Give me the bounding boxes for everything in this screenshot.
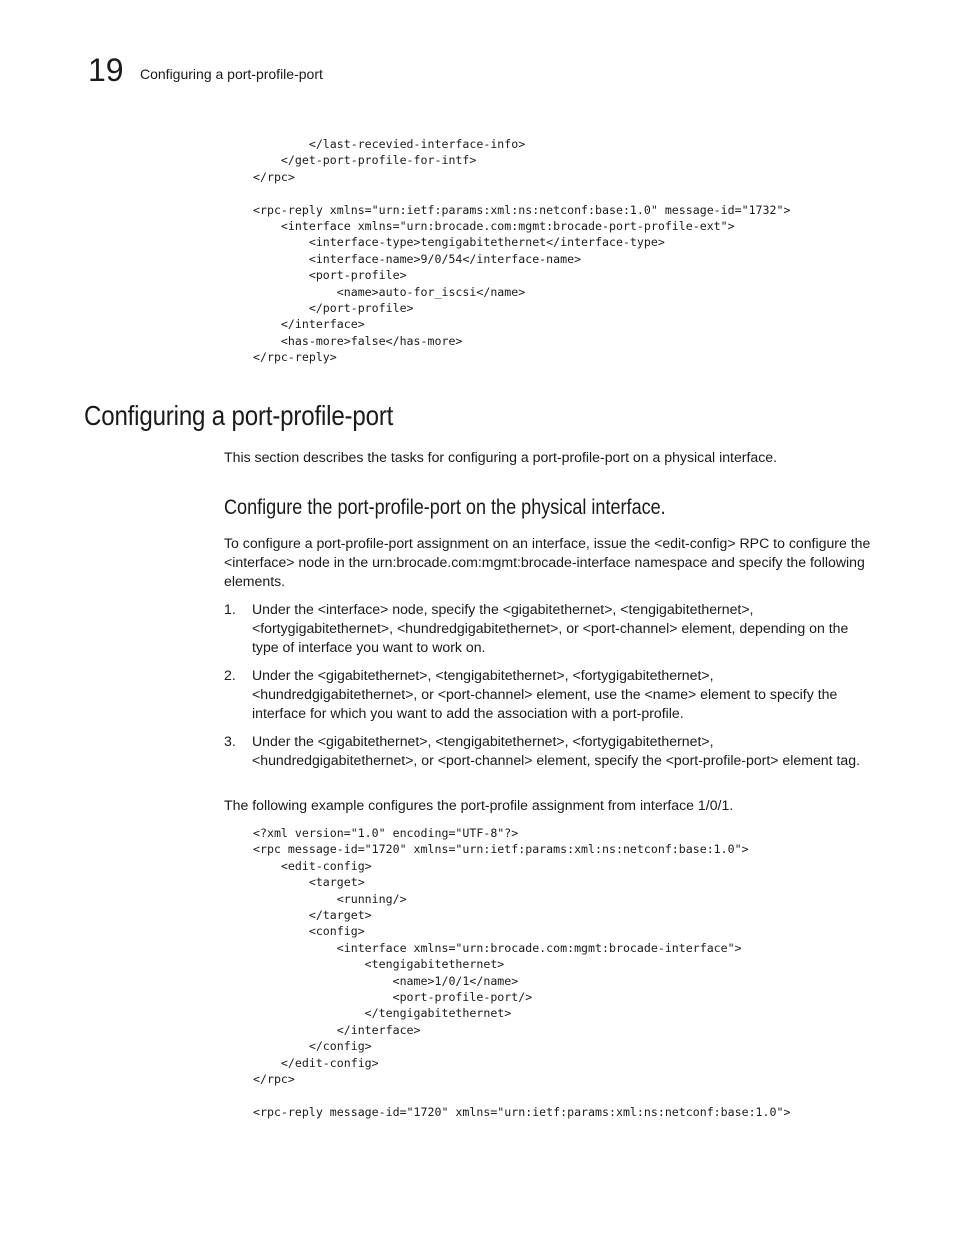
code-line: <name>1/0/1</name> bbox=[253, 973, 519, 988]
code-line: </rpc> bbox=[253, 169, 295, 184]
section-heading: Configuring a port-profile-port bbox=[84, 400, 394, 431]
code-line: <interface xmlns="urn:brocade.com:mgmt:brocade-interface"> bbox=[253, 940, 742, 955]
code-line: <config> bbox=[253, 924, 365, 939]
section-intro: This section describes the tasks for configuring a port-profile-port on a physical interface. bbox=[224, 449, 778, 465]
code-line: </interface> bbox=[253, 317, 365, 332]
code-line: <port-profile-port/> bbox=[253, 990, 533, 1005]
code-line: <rpc message-id="1720" xmlns="urn:ietf:params:xml:ns:netconf:base:1.0"> bbox=[253, 842, 749, 857]
code-line: <port-profile> bbox=[253, 268, 407, 283]
list-item bbox=[224, 732, 874, 770]
list-item bbox=[224, 600, 874, 657]
subsection-paragraph: To configure a port-profile-port assignment on an interface, issue the <edit-config> RPC to configure the <interface> node in the urn:brocade.com:mgmt:brocade-interface namespace and specify the following elements. bbox=[224, 535, 871, 589]
code-line: <edit-config> bbox=[253, 858, 372, 873]
code-line: </edit-config> bbox=[253, 1055, 379, 1070]
running-title: Configuring a port-profile-port bbox=[140, 66, 323, 82]
list-item bbox=[224, 666, 874, 723]
step-text: Under the <interface> node, specify the <gigabitethernet>, <tengigabitethernet>, <fortygigabitethernet>, <hundredgigabitethernet>, or <port-channel> element, depending on the type of interface you want to work on. bbox=[252, 601, 849, 655]
code-line: </interface> bbox=[253, 1022, 421, 1037]
code-line: </rpc-reply> bbox=[253, 350, 337, 365]
code-block-top bbox=[253, 136, 790, 366]
code-block-bottom bbox=[253, 825, 790, 1120]
code-line: </rpc> bbox=[253, 1072, 295, 1087]
chapter-number: 19 bbox=[88, 52, 124, 88]
subsection-heading: Configure the port-profile-port on the physical interface. bbox=[224, 496, 666, 519]
example-intro: The following example configures the port-profile assignment from interface 1/0/1. bbox=[224, 797, 734, 813]
step-number: 3. bbox=[224, 733, 236, 749]
code-line: </tengigabitethernet> bbox=[253, 1006, 512, 1021]
code-line: <name>auto-for_iscsi</name> bbox=[253, 284, 526, 299]
code-line: </port-profile> bbox=[253, 301, 414, 316]
step-number: 2. bbox=[224, 667, 236, 683]
code-line: <?xml version="1.0" encoding="UTF-8"?> bbox=[253, 826, 519, 840]
code-line: <rpc-reply xmlns="urn:ietf:params:xml:ns:netconf:base:1.0" message-id="1732"> bbox=[253, 202, 791, 217]
code-line: </last-recevied-interface-info> bbox=[253, 137, 526, 151]
code-line: <tengigabitethernet> bbox=[253, 957, 505, 972]
code-line: <interface xmlns="urn:brocade.com:mgmt:brocade-port-profile-ext"> bbox=[253, 219, 735, 234]
step-text: Under the <gigabitethernet>, <tengigabitethernet>, <fortygigabitethernet>, <hundredgigabitethernet>, or <port-channel> element, use the <name> element to specify the interface for which you want to add the association with a port-profile. bbox=[252, 667, 838, 721]
code-line: </get-port-profile-for-intf> bbox=[253, 153, 477, 168]
code-line: <interface-type>tengigabitethernet</interface-type> bbox=[253, 235, 665, 250]
steps-list bbox=[224, 600, 874, 779]
code-line: <rpc-reply message-id="1720" xmlns="urn:ietf:params:xml:ns:netconf:base:1.0"> bbox=[253, 1104, 791, 1119]
code-line: <has-more>false</has-more> bbox=[253, 333, 463, 348]
step-number: 1. bbox=[224, 601, 236, 617]
code-line: </config> bbox=[253, 1039, 372, 1054]
code-line: </target> bbox=[253, 908, 372, 923]
step-text: Under the <gigabitethernet>, <tengigabitethernet>, <fortygigabitethernet>, <hundredgigabitethernet>, or <port-channel> element, specify the <port-profile-port> element tag. bbox=[252, 733, 860, 768]
code-line: <interface-name>9/0/54</interface-name> bbox=[253, 251, 582, 266]
code-line: <target> bbox=[253, 875, 365, 890]
code-line: <running/> bbox=[253, 891, 407, 906]
